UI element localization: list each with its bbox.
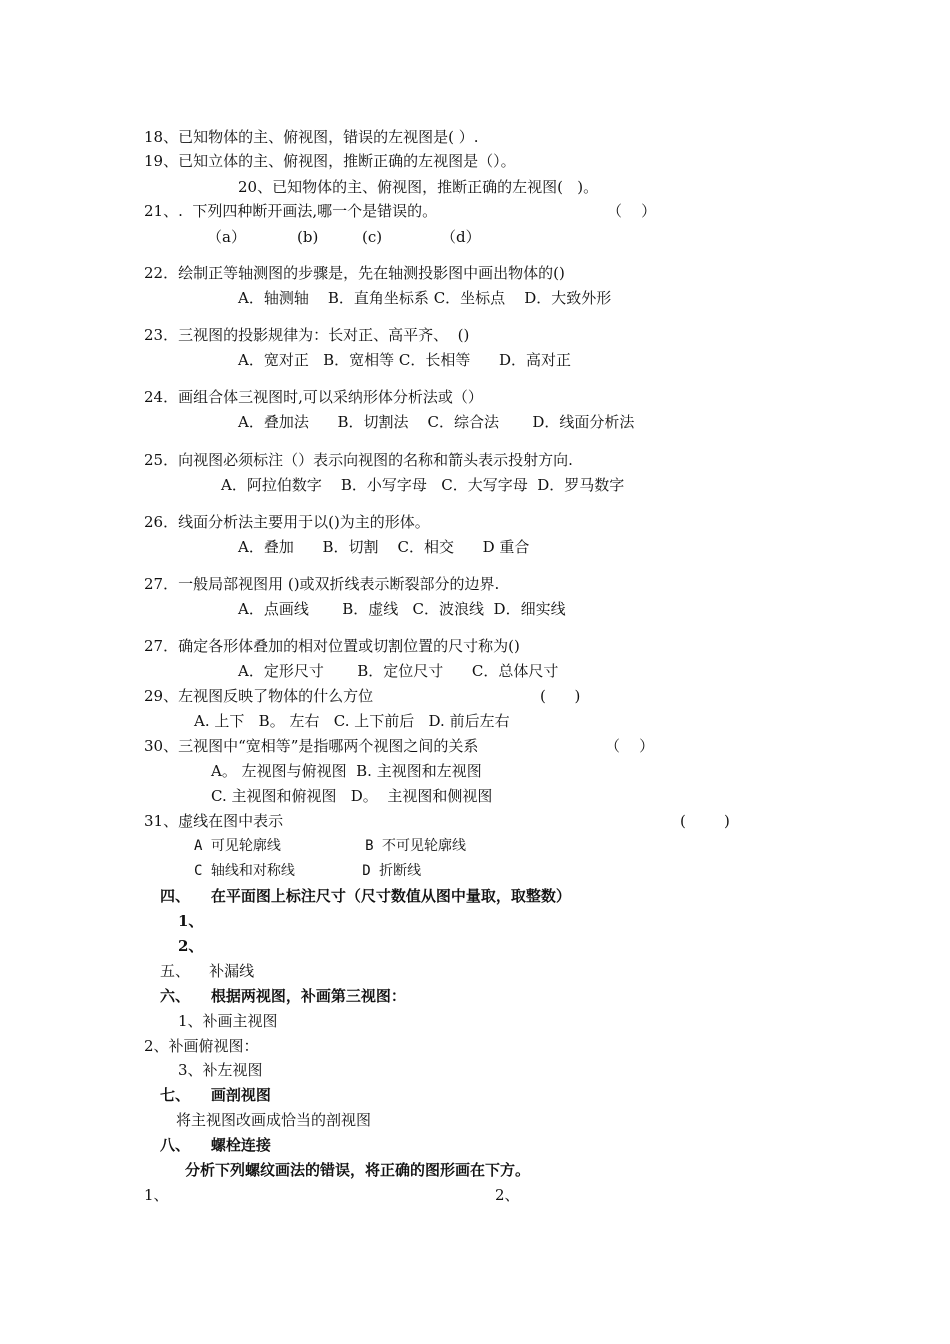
question-30-options-1: A。 左视图与俯视图 B. 主视图和左视图: [211, 762, 482, 780]
section-4-item-1: 1、: [178, 912, 204, 930]
section-8-text: 分析下列螺纹画法的错误，将正确的图形画在下方。: [185, 1161, 531, 1179]
question-28: 27．确定各形体叠加的相对位置或切割位置的尺寸称为(): [144, 637, 520, 655]
figure-label-a: （a）: [207, 228, 246, 246]
question-30-answer-paren: （ ）: [605, 737, 655, 755]
question-31-options-2: C 轴线和对称线 D 折断线: [194, 863, 422, 879]
section-6-item-3: 3、补左视图: [178, 1061, 263, 1079]
section-4-item-2: 2、: [178, 937, 204, 955]
section-4-heading: 四、 在平面图上标注尺寸（尺寸数值从图中量取，取整数）: [160, 887, 571, 905]
section-7-text: 将主视图改画成恰当的剖视图: [176, 1111, 372, 1129]
question-31-answer-paren: ( ): [680, 812, 730, 830]
section-7-heading: 七、 画剖视图: [160, 1086, 271, 1104]
question-23: 23．三视图的投影规律为：长对正、高平齐、 (): [144, 326, 470, 344]
section-6-heading: 六、 根据两视图，补画第三视图：: [160, 987, 406, 1005]
section-5-heading: 五、 补漏线: [160, 962, 255, 980]
question-23-options: A．宽对正 B．宽相等 C．长相等 D．高对正: [238, 351, 572, 369]
question-29-answer-paren: ( ): [540, 687, 581, 705]
section-8-item-1: 1、: [144, 1186, 169, 1204]
question-29: 29、左视图反映了物体的什么方位: [144, 687, 374, 705]
question-18: 18、已知物体的主、俯视图，错误的左视图是( ）.: [144, 128, 479, 146]
question-25: 25．向视图必须标注（）表示向视图的名称和箭头表示投射方向.: [144, 451, 573, 469]
question-19: 19、已知立体的主、俯视图，推断正确的左视图是（）。: [144, 152, 516, 170]
question-21: 21、. 下列四种断开画法,哪一个是错误的。: [144, 202, 438, 220]
question-31-options-1: A 可见轮廓线 B 不可见轮廓线: [194, 838, 467, 854]
question-26-options: A．叠加 B．切割 C．相交 D 重合: [238, 538, 530, 556]
question-27: 27．一般局部视图用 ()或双折线表示断裂部分的边界.: [144, 575, 500, 593]
question-20: 20、已知物体的主、俯视图，推断正确的左视图( )。: [238, 178, 599, 196]
figure-label-d: （d）: [441, 228, 481, 246]
question-24: 24．画组合体三视图时,可以采纳形体分析法或（）: [144, 388, 483, 406]
section-6-item-1: 1、补画主视图: [178, 1012, 278, 1030]
question-29-options: A. 上下 B。 左右 C. 上下前后 D. 前后左右: [194, 712, 510, 730]
section-6-item-2: 2、补画俯视图：: [144, 1037, 259, 1055]
question-22: 22．绘制正等轴测图的步骤是，先在轴测投影图中画出物体的(): [144, 264, 565, 282]
section-8-heading: 八、 螺栓连接: [160, 1136, 271, 1154]
question-27-options: A．点画线 B．虚线 C．波浪线 D．细实线: [238, 600, 566, 618]
section-8-item-2: 2、: [495, 1186, 520, 1204]
question-30: 30、三视图中“宽相等”是指哪两个视图之间的关系: [144, 737, 479, 755]
question-21-answer-paren: （ ）: [607, 202, 657, 220]
question-24-options: A．叠加法 B．切割法 C．综合法 D．线面分析法: [238, 413, 635, 431]
figure-label-c: (c): [362, 228, 383, 246]
question-22-options: A．轴测轴 B．直角坐标系 C．坐标点 D．大致外形: [238, 289, 612, 307]
question-28-options: A．定形尺寸 B．定位尺寸 C．总体尺寸: [238, 662, 559, 680]
question-31: 31、虚线在图中表示: [144, 812, 284, 830]
question-25-options: A．阿拉伯数字 B．小写字母 C．大写字母 D．罗马数字: [221, 476, 625, 494]
figure-label-b: (b): [297, 228, 319, 246]
question-26: 26．线面分析法主要用于以()为主的形体。: [144, 513, 430, 531]
question-30-options-2: C. 主视图和俯视图 D。 主视图和侧视图: [211, 787, 493, 805]
